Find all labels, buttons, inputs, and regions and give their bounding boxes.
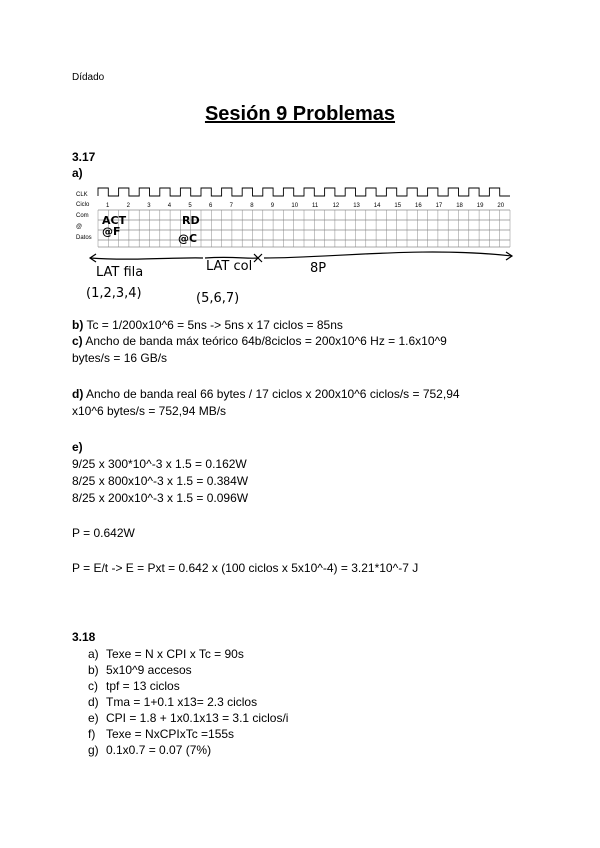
cycle-number: 2 — [126, 203, 130, 209]
list-item — [88, 710, 288, 726]
burst-note: 8P — [310, 261, 327, 276]
page-title: Sesión 9 Problemas — [204, 103, 396, 125]
part-b-text: Tc = 1/200x10^6 = 5ns -> 5ns x 17 ciclos = 85ns — [83, 318, 343, 332]
list-item-text: Texe = N x CPI x Tc = 90s — [106, 647, 244, 661]
com-act-note: ACT — [102, 214, 127, 227]
list-item — [88, 662, 288, 678]
row-label: Ciclo — [76, 202, 90, 208]
part-c-line-2: bytes/s = 16 GB/s — [72, 351, 168, 365]
cycle-number-row — [106, 203, 505, 209]
part-d-label: d) — [72, 387, 84, 401]
cycle-number: 19 — [476, 203, 484, 209]
cycle-number: 13 — [353, 203, 360, 209]
com-rd-note: RD — [182, 214, 200, 227]
list-item — [88, 694, 288, 710]
lat-col-cycles-note: (5,6,7) — [196, 291, 240, 306]
part-a-label: a) — [72, 166, 83, 180]
part-e-line-1: 9/25 x 300*10^-3 x 1.5 = 0.162W — [72, 457, 247, 471]
part-c-label: c) — [72, 334, 83, 348]
cycle-number: 7 — [229, 203, 233, 209]
list-item-text: CPI = 1.8 + 1x0.1x13 = 3.1 ciclos/i — [106, 711, 289, 725]
cycle-number: 6 — [209, 203, 213, 209]
part-e-energy: P = E/t -> E = Pxt = 0.642 x (100 ciclos x 5x10^-4) = 3.21*10^-7 J — [72, 561, 419, 575]
list-item-text: Texe = NxCPIxTc =155s — [106, 727, 235, 741]
part-d-line-2: x10^6 bytes/s = 752,94 MB/s — [72, 404, 227, 418]
cycle-number: 4 — [167, 203, 172, 209]
list-marker: a) — [88, 647, 99, 661]
cycle-number: 12 — [332, 203, 340, 209]
list-marker: f) — [88, 727, 96, 741]
part-c-text-1: Ancho de banda máx teórico 64b/8ciclos = 200x10^6 Hz = 1.6x10^9 — [82, 334, 447, 348]
problem-317-number: 3.17 — [72, 150, 96, 164]
list-marker: g) — [88, 743, 99, 757]
part-e-label: e) — [72, 440, 83, 454]
problem-318-list — [88, 646, 288, 758]
list-item — [88, 742, 288, 758]
cycle-number: 5 — [188, 203, 192, 209]
cycle-number: 11 — [312, 203, 319, 209]
timing-row-labels — [76, 192, 92, 241]
cycle-number: 9 — [270, 203, 275, 209]
cycle-number: 8 — [250, 203, 254, 209]
part-e-line-3: 8/25 x 200x10^-3 x 1.5 = 0.096W — [72, 491, 249, 505]
list-marker: b) — [88, 663, 99, 677]
timing-diagram — [72, 184, 522, 306]
list-item-text: tpf = 13 ciclos — [106, 679, 180, 693]
cycle-number: 18 — [456, 203, 463, 209]
lat-col-note: LAT col — [206, 259, 253, 274]
problem-318-number: 3.18 — [72, 630, 96, 644]
cycle-number: 3 — [147, 203, 151, 209]
clock-waveform — [98, 188, 510, 196]
list-item-text: Tma = 1+0.1 x13= 2.3 ciclos — [106, 695, 258, 709]
row-label: CLK — [76, 192, 88, 198]
part-d-text-1: Ancho de banda real 66 bytes / 17 ciclos x 200x10^6 ciclos/s = 752,94 — [83, 387, 460, 401]
part-e-power: P = 0.642W — [72, 526, 135, 540]
list-marker: e) — [88, 711, 99, 725]
list-item — [88, 646, 288, 662]
lat-fila-arrow — [90, 258, 203, 259]
cycle-number: 15 — [394, 203, 402, 209]
clock-signal — [98, 188, 510, 196]
lat-fila-cycles-note: (1,2,3,4) — [86, 286, 142, 301]
addr-c-note: @C — [178, 232, 198, 245]
part-e-line-2: 8/25 x 800x10^-3 x 1.5 = 0.384W — [72, 474, 249, 488]
cycle-number: 14 — [373, 203, 381, 209]
burst-arrow — [264, 252, 512, 258]
list-marker: c) — [88, 679, 98, 693]
part-b-line — [72, 317, 343, 333]
cycle-number: 10 — [291, 203, 299, 209]
addr-f-note: @F — [102, 225, 121, 238]
part-b-label: b) — [72, 318, 84, 332]
lat-fila-note: LAT fila — [96, 265, 144, 280]
document-header-label: Dídado — [72, 72, 105, 83]
list-item — [88, 726, 288, 742]
cycle-number: 20 — [497, 203, 505, 209]
part-c-line-1 — [72, 333, 447, 349]
list-marker: d) — [88, 695, 99, 709]
list-item — [88, 678, 288, 694]
cycle-number: 16 — [415, 203, 422, 209]
row-label: Com — [76, 213, 89, 219]
list-item-text: 5x10^9 accesos — [106, 663, 192, 677]
row-label: @ — [76, 224, 83, 230]
row-label: Datos — [76, 235, 92, 241]
cycle-number: 17 — [435, 203, 443, 209]
timing-grid — [98, 210, 510, 247]
list-item-text: 0.1x0.7 = 0.07 (7%) — [106, 743, 212, 757]
part-d-line-1 — [72, 386, 460, 402]
cycle-number: 1 — [106, 203, 110, 209]
